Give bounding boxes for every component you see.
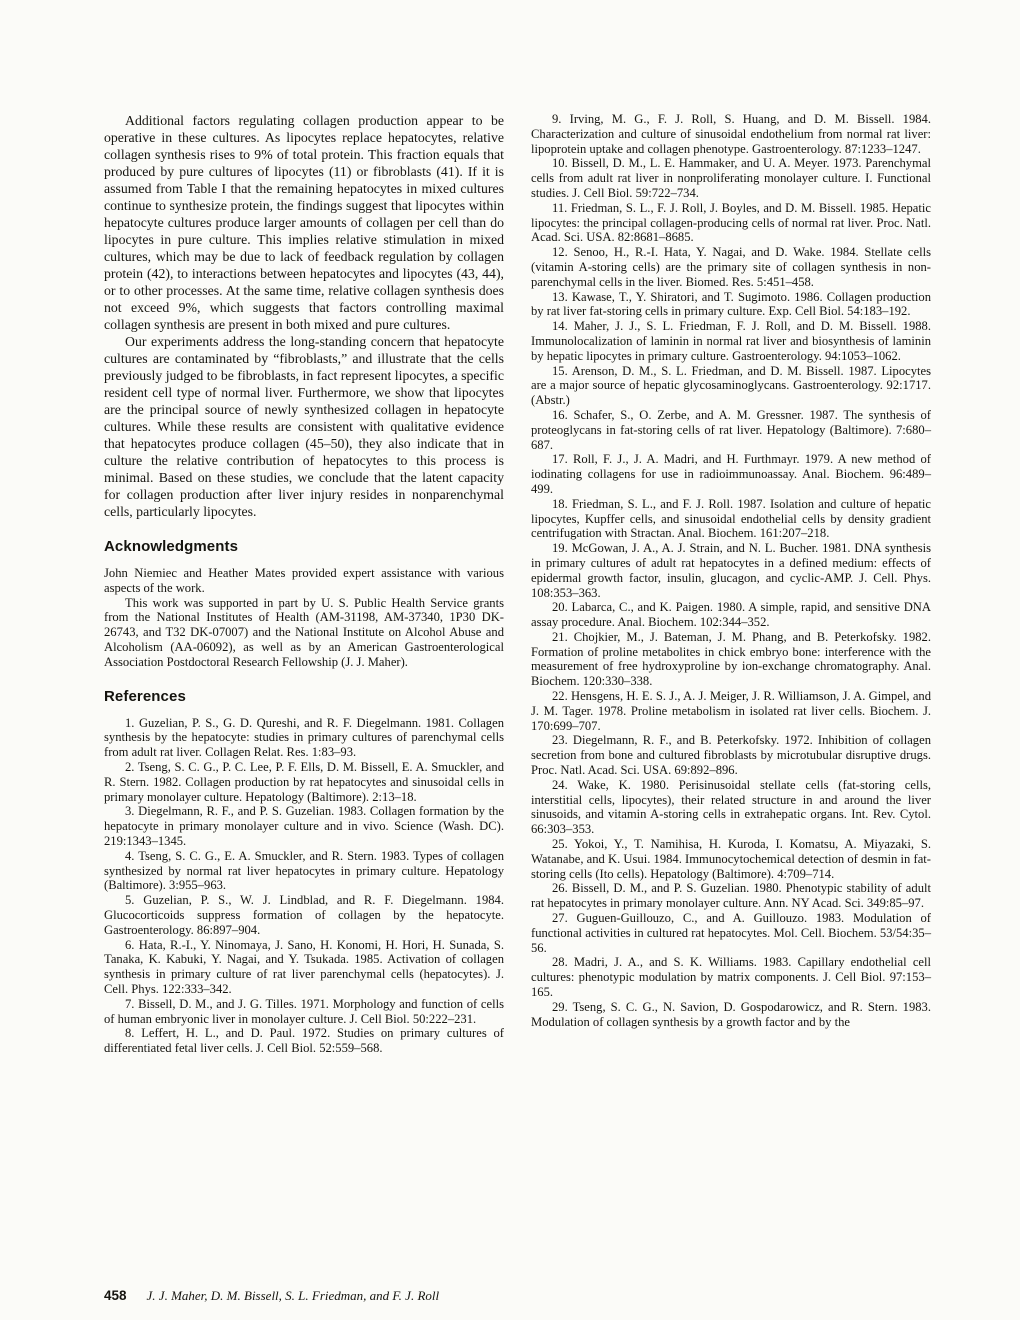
reference-item: 1. Guzelian, P. S., G. D. Qureshi, and R. F. Diegelmann. 1981. Collagen synthesis by the hepatocyte: studies in primary cultures of parenchymal cells from adult rat liver. Collagen Relat. Res. 1:83–93. bbox=[104, 715, 504, 760]
reference-item: 24. Wake, K. 1980. Perisinusoidal stellate cells (fat-storing cells, interstitial cells, lipocytes), their related structure in and around the liver sinusoids, and vitamin A-storing cells in extrahepatic organs. Int. Rev. Cytol. 66:303–353. bbox=[531, 777, 931, 837]
page-number: 458 bbox=[104, 1288, 127, 1303]
reference-item: 17. Roll, F. J., J. A. Madri, and H. Furthmayr. 1979. A new method of iodinating collagens for use in radioimmunoassay. Anal. Biochem. 96:489–499. bbox=[531, 452, 931, 496]
page-footer bbox=[104, 1288, 930, 1304]
reference-item: 2. Tseng, S. C. G., P. C. Lee, P. F. Ells, D. M. Bissell, E. A. Smuckler, and R. Stern. 1982. Collagen production by rat hepatocytes and sinusoidal cells in primary monolayer culture. Hepatology (Baltimore). 2:13–18. bbox=[104, 759, 504, 804]
reference-item: 23. Diegelmann, R. F., and B. Peterkofsky. 1972. Inhibition of collagen secretion from bone and cultured fibroblasts by microtubular disruptive drugs. Proc. Natl. Acad. Sci. USA. 69:892–896. bbox=[531, 733, 931, 778]
reference-item: 3. Diegelmann, R. F., and P. S. Guzelian. 1983. Collagen formation by the hepatocyte in primary monolayer culture and in vivo. Science (Wash. DC). 219:1343–1345. bbox=[104, 804, 504, 848]
references-heading: References bbox=[104, 687, 186, 705]
reference-item: 15. Arenson, D. M., S. L. Friedman, and D. M. Bissell. 1987. Lipocytes are a major source of hepatic glycosaminoglycans. Gastroenterology. 92:1717. (Abstr.) bbox=[531, 363, 931, 408]
running-authors: J. J. Maher, D. M. Bissell, S. L. Friedman, and F. J. Roll bbox=[146, 1288, 440, 1303]
reference-item: 5. Guzelian, P. S., W. J. Lindblad, and R. F. Diegelmann. 1984. Glucocorticoids suppress formation of collagen by the hepatocyte. Gastroenterology. 86:897–904. bbox=[104, 893, 504, 937]
acknowledgments-heading: Acknowledgments bbox=[104, 538, 239, 555]
reference-item: 18. Friedman, S. L., and F. J. Roll. 1987. Isolation and culture of hepatic lipocytes, Kupffer cells, and sinusoidal endothelial cells by density gradient centrifugation with Stractan. Anal. Biochem. 161:207–218. bbox=[531, 496, 931, 541]
body-paragraph: Additional factors regulating collagen production appear to be operative in these cultures. As lipocytes replace hepatocytes, relative collagen synthesis rises to 9% of total protein. This fraction equals that produced by pure cultures of lipocytes (11) or fibroblasts (41). If it is assumed from Table I that the remaining hepatocytes in mixed cultures continue to synthesize protein, the findings suggest that lipocytes within hepatocyte cultures produce larger amounts of collagen per cell than do lipocytes in pure culture. This implies relative stimulation in mixed cultures, which may be due to lack of feedback regulation by collagen protein (42), to interactions between hepatocytes and lipocytes (43, 44), or to other processes. At the same time, relative collagen synthesis does not exceed 9%, which suggests that factors controlling maximal collagen synthesis are present in both mixed and pure cultures. bbox=[104, 113, 504, 332]
reference-item: 16. Schafer, S., O. Zerbe, and A. M. Gressner. 1987. The synthesis of proteoglycans in fat-storing cells of rat liver. Hepatology (Baltimore). 7:680–687. bbox=[531, 407, 931, 452]
reference-item: 28. Madri, J. A., and S. K. Williams. 1983. Capillary endothelial cell cultures: phenotypic modulation by matrix components. J. Cell Biol. 97:153–165. bbox=[531, 955, 931, 1000]
reference-item: 19. McGowan, J. A., A. J. Strain, and N. L. Bucher. 1981. DNA synthesis in primary cultures of adult rat hepatocytes in a defined medium: effects of epidermal growth factor, insulin, glucagon, and cyclic-AMP. J. Cell. Phys. 108:353–363. bbox=[531, 541, 931, 600]
reference-item: 12. Senoo, H., R.-I. Hata, Y. Nagai, and D. Wake. 1984. Stellate cells (vitamin A-storing cells) are the primary site of collagen synthesis in non-parenchymal cells in the liver. Biomed. Res. 5:451–458. bbox=[531, 245, 931, 289]
left-column bbox=[104, 112, 504, 1056]
reference-item: 21. Chojkier, M., J. Bateman, J. M. Phang, and B. Peterkofsky. 1982. Formation of proline metabolites in chick embryo bone: interference with the measurement of free hydroxyproline by ion-exchange chromatography. Anal. Biochem. 120:330–338. bbox=[531, 629, 931, 689]
reference-item: 27. Guguen-Guillouzo, C., and A. Guillouzo. 1983. Modulation of functional activities in cultured rat hepatocytes. Mol. Cell. Biochem. 53/54:35–56. bbox=[531, 911, 931, 955]
reference-item: 8. Leffert, H. L., and D. Paul. 1972. Studies on primary cultures of differentiated fetal liver cells. J. Cell Biol. 52:559–568. bbox=[104, 1026, 504, 1056]
reference-item: 11. Friedman, S. L., F. J. Roll, J. Boyles, and D. M. Bissell. 1985. Hepatic lipocytes: the principal collagen-producing cells of normal rat liver. Proc. Natl. Acad. Sci. USA. 82:8681–8685. bbox=[531, 200, 931, 245]
body-paragraph: Our experiments address the long-standing concern that hepatocyte cultures are contaminated by “fibroblasts,” and illustrate that the cells previously judged to be fibroblasts, in fact represent lipocytes, a specific resident cell type of normal liver. Furthermore, we show that lipocytes are the principal source of newly synthesized collagen in hepatocyte cultures. While these results are consistent with qualitative evidence that hepatocytes produce collagen (45–50), they also indicate that in culture the relative contribution of hepatocytes to this process is minimal. Based on these studies, we conclude that the latent capacity for collagen production after liver injury resides in nonparenchymal cells, particularly lipocytes. bbox=[104, 334, 504, 519]
two-column-layout bbox=[104, 112, 930, 1056]
reference-item: 25. Yokoi, Y., T. Namihisa, H. Kuroda, I. Komatsu, A. Miyazaki, S. Watanabe, and K. Usui. 1984. Immunocytochemical detection of desmin in fat-storing cells (Ito cells). Hepatology (Baltimore). 4:709–714. bbox=[531, 837, 931, 881]
reference-item: 13. Kawase, T., Y. Shiratori, and T. Sugimoto. 1986. Collagen production by rat liver fat-storing cells in primary culture. Exp. Cell Biol. 54:183–192. bbox=[531, 289, 931, 319]
reference-item: 9. Irving, M. G., F. J. Roll, S. Huang, and D. M. Bissell. 1984. Characterization and culture of sinusoidal endothelium from normal rat liver: lipoprotein uptake and collagen phenotype. Gastroenterology. 87:1233–1247. bbox=[531, 112, 931, 156]
right-column bbox=[531, 112, 931, 1056]
reference-item: 4. Tseng, S. C. G., E. A. Smuckler, and R. Stern. 1983. Types of collagen synthesized by normal rat liver hepatocytes in primary culture. Hepatology (Baltimore). 3:955–963. bbox=[104, 848, 504, 893]
reference-item: 7. Bissell, D. M., and J. G. Tilles. 1971. Morphology and function of cells of human embryonic liver in monolayer culture. J. Cell Biol. 50:222–231. bbox=[104, 996, 504, 1026]
reference-item: 20. Labarca, C., and K. Paigen. 1980. A simple, rapid, and sensitive DNA assay procedure. Anal. Biochem. 102:344–352. bbox=[531, 600, 931, 630]
reference-item: 26. Bissell, D. M., and P. S. Guzelian. 1980. Phenotypic stability of adult rat hepatocytes in primary monolayer culture. Ann. NY Acad. Sci. 349:85–97. bbox=[531, 881, 931, 911]
reference-item: 14. Maher, J. J., S. L. Friedman, F. J. Roll, and D. M. Bissell. 1988. Immunolocalization of laminin in normal rat liver and biosynthesis of laminin by hepatic lipocytes in primary culture. Gastroenterology. 94:1053–1062. bbox=[531, 319, 931, 363]
acknowledgments-paragraph: John Niemiec and Heather Mates provided expert assistance with various aspects of the work. bbox=[104, 566, 504, 595]
reference-item: 10. Bissell, D. M., L. E. Hammaker, and U. A. Meyer. 1973. Parenchymal cells from adult rat liver in nonproliferating monolayer culture. I. Functional studies. J. Cell Biol. 59:722–734. bbox=[531, 156, 931, 200]
reference-item: 29. Tseng, S. C. G., N. Savion, D. Gospodarowicz, and R. Stern. 1983. Modulation of collagen synthesis by a growth factor and by the bbox=[531, 999, 931, 1029]
acknowledgments-paragraph: This work was supported in part by U. S. Public Health Service grants from the National Institutes of Health (AM-31198, AM-37340, 1P30 DK-26743, and T32 DK-07007) and the National Institute on Alcohol Abuse and Alcoholism (AA-06092), as well as by an American Gastroenterological Association Postdoctoral Research Fellowship (J. J. Maher). bbox=[104, 595, 504, 669]
reference-item: 6. Hata, R.-I., Y. Ninomaya, J. Sano, H. Konomi, H. Hori, H. Sunada, S. Tanaka, K. Kabuki, Y. Nagai, and Y. Tsukada. 1985. Activation of collagen synthesis in primary culture of rat liver parenchymal cells (hepatocytes). J. Cell. Phys. 122:333–342. bbox=[104, 937, 504, 996]
reference-item: 22. Hensgens, H. E. S. J., A. J. Meiger, J. R. Williamson, J. A. Gimpel, and J. M. Tager. 1978. Proline metabolism in isolated rat liver cells. Biochem. J. 170:699–707. bbox=[531, 689, 931, 733]
